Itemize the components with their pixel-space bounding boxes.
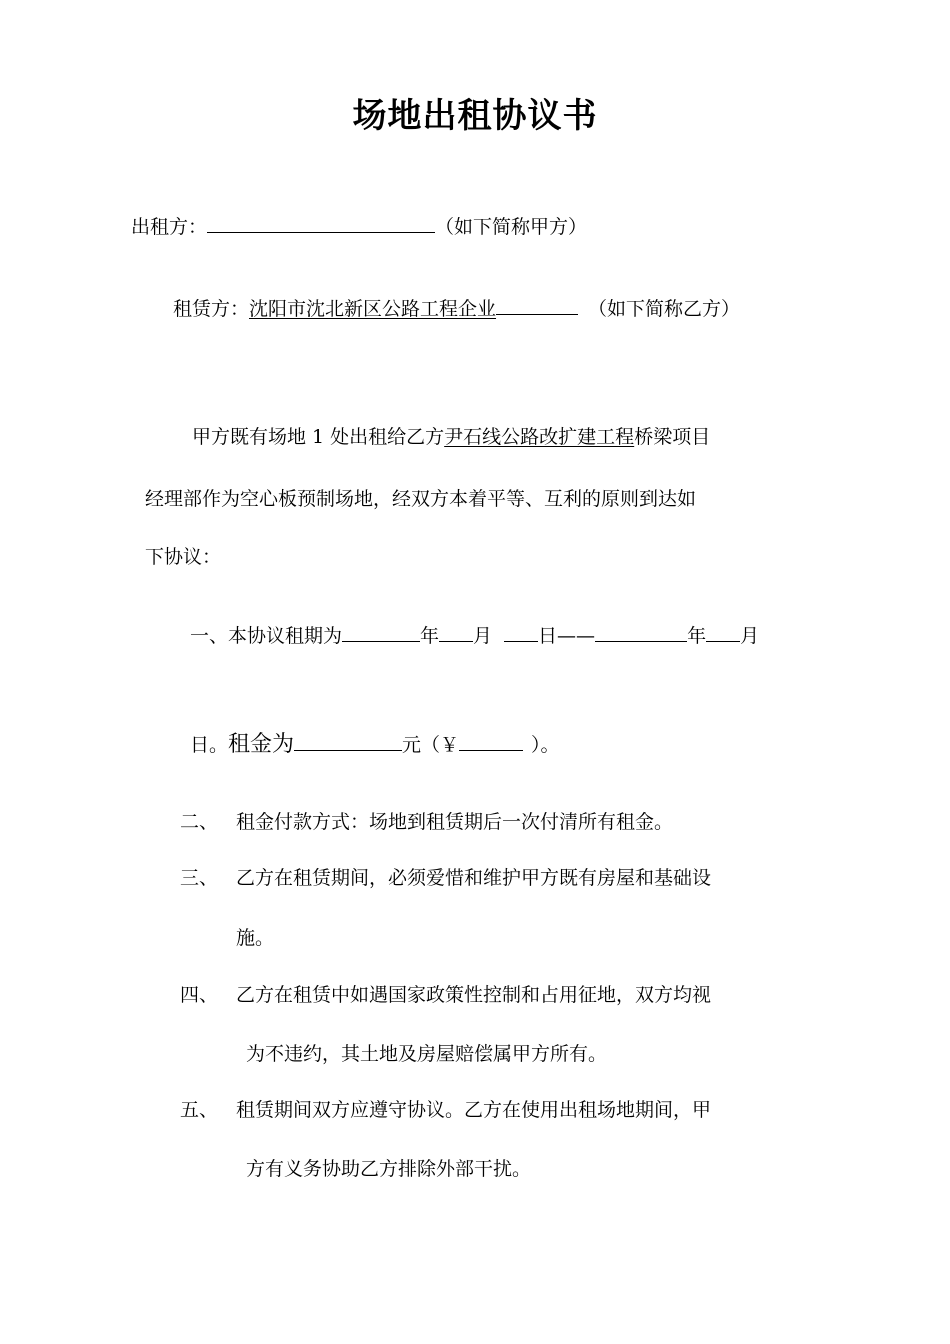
clause-1-line-2 <box>190 730 560 759</box>
rent-label: 租金为 <box>228 732 295 757</box>
lessee-note: （如下简称乙方） <box>588 298 741 320</box>
start-year-label: 年 <box>420 625 440 647</box>
rent-yuan-label: 元（￥ <box>402 734 460 756</box>
end-day-label: 日。 <box>190 734 229 756</box>
clause-3-number: 三、 <box>180 867 219 889</box>
intro-line-2: 经理部作为空心板预制场地，经双方本着平等、互利的原则到达如 <box>145 488 697 510</box>
end-month-label: 月 <box>740 625 760 647</box>
rent-close: ）。 <box>531 734 560 756</box>
clause-4-text-1: 乙方在租赁中如遇国家政策性控制和占用征地，双方均视 <box>236 984 712 1006</box>
lessor-name-blank <box>207 212 435 233</box>
lessor-note: （如下简称甲方） <box>435 216 588 238</box>
clause-2-text: 租金付款方式：场地到租赁期后一次付清所有租金。 <box>236 811 674 833</box>
clause-2-number: 二、 <box>180 811 219 833</box>
intro-line-1 <box>192 423 710 451</box>
lessor-line <box>131 212 587 241</box>
end-year-blank <box>595 621 687 642</box>
end-month-blank <box>706 621 740 642</box>
rent-amount-blank <box>294 730 402 751</box>
document-title: 场地出租协议书 <box>352 96 598 136</box>
intro-text-b: 桥梁项目 <box>634 426 711 448</box>
intro-text-a: 甲方既有场地 1 处出租给乙方 <box>192 426 445 448</box>
start-month-label: 月 <box>473 625 493 647</box>
clause-1-prefix: 一、本协议租期为 <box>190 625 343 647</box>
clause-5-number: 五、 <box>180 1099 219 1121</box>
clause-5-text-1: 租赁期间双方应遵守协议。乙方在使用出租场地期间，甲 <box>236 1099 712 1121</box>
clause-1-line-1 <box>190 621 759 650</box>
lessee-line <box>173 294 740 323</box>
clause-3-text-1: 乙方在租赁期间，必须爱惜和维护甲方既有房屋和基础设 <box>236 867 712 889</box>
start-day-blank <box>504 621 538 642</box>
clause-4-line-1 <box>180 981 711 1009</box>
clause-4-number: 四、 <box>180 984 219 1006</box>
clause-3-line-1 <box>180 864 711 892</box>
clause-4-line-2: 为不违约，其土地及房屋赔偿属甲方所有。 <box>246 1043 608 1065</box>
clause-5-line-2: 方有义务协助乙方排除外部干扰。 <box>246 1158 532 1180</box>
lessee-label: 租赁方： <box>173 298 250 320</box>
intro-line-3: 下协议： <box>145 546 222 568</box>
clause-2-line-1 <box>180 808 673 836</box>
start-day-label: 日—— <box>538 625 596 647</box>
end-year-label: 年 <box>687 625 707 647</box>
lessee-name-blank <box>496 294 578 315</box>
start-month-blank <box>439 621 473 642</box>
lessee-name: 沈阳市沈北新区公路工程企业 <box>249 298 497 320</box>
rent-figure-blank <box>459 730 523 751</box>
clause-3-line-2: 施。 <box>236 927 275 949</box>
project-name: 尹石线公路改扩建工程 <box>444 426 635 448</box>
start-year-blank <box>342 621 420 642</box>
clause-5-line-1 <box>180 1096 711 1124</box>
lessor-label: 出租方： <box>131 216 208 238</box>
